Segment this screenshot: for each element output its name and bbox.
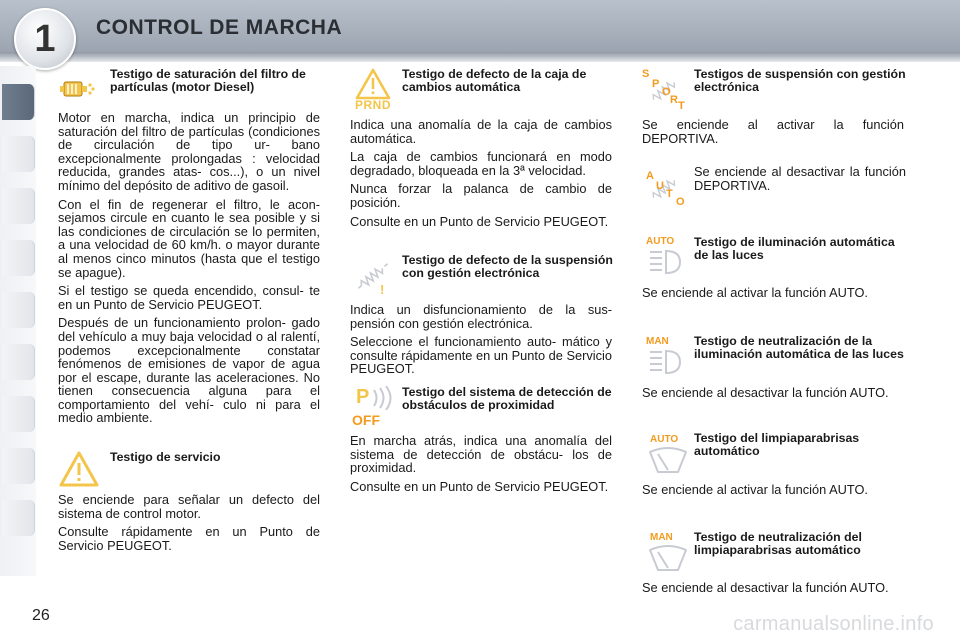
- warning-triangle-icon: [58, 450, 100, 488]
- manual-lights-icon: [646, 336, 688, 376]
- sport-title: Testigos de suspensión con gestión electrónica: [694, 67, 906, 94]
- sport-letter: O: [662, 86, 671, 98]
- auto-wiper-body: [642, 483, 904, 502]
- chapter-tab-5[interactable]: [2, 292, 35, 328]
- chapter-tab-3[interactable]: [2, 188, 35, 224]
- paragraph: La caja de cambios funcionará en modo degradado, bloqueada en la 3ª velocidad.: [350, 149, 612, 178]
- auto-letter: U: [656, 180, 664, 192]
- chapter-tab-4[interactable]: [2, 240, 35, 276]
- paragraph: Seleccione el funcionamiento auto- mático y consulte rápidamente en un Punto de Servicio PEUGEOT.: [350, 334, 612, 377]
- gearbox-fault-icon: [348, 68, 398, 112]
- auto-lights-icon: [646, 236, 688, 276]
- chapter-tab-strip: [0, 66, 36, 576]
- chapter-tab-8[interactable]: [2, 448, 35, 484]
- svg-text:!: !: [380, 282, 385, 297]
- sport-letter: R: [670, 94, 678, 106]
- paragraph: Nunca forzar la palanca de cambio de posición.: [350, 181, 612, 210]
- sport-heading: [694, 68, 908, 94]
- auto-lights-body: [642, 286, 904, 305]
- paragraph: Se enciende al activar la función AUTO.: [642, 285, 868, 300]
- particle-filter-title: Testigo de saturación del filtro de partículas (motor Diesel): [110, 67, 306, 94]
- auto-wiper-label: AUTO: [650, 434, 679, 445]
- sport-body: [642, 118, 904, 150]
- sport-suspension-icon: [640, 66, 690, 112]
- chapter-tab-7[interactable]: [2, 396, 35, 432]
- particle-filter-heading: [110, 68, 324, 94]
- paragraph: Con el fin de regenerar el filtro, le acon- sejamos circule en cuanto le sea posible y si las condiciones de circulación se lo permiten, a una velocidad de 60 km/h. o mayor durante al menos cinco minutos (hasta que el testigo se apague).: [58, 196, 320, 280]
- manual-lights-title: Testigo de neutralización de la iluminación automática de las luces: [694, 334, 904, 361]
- suspension-fault-body: [350, 303, 612, 381]
- suspension-fault-title: Testigo de defecto de la suspensión con gestión electrónica: [402, 253, 613, 280]
- chapter-number: 1: [14, 8, 76, 70]
- gearbox-icon-label: PRND: [354, 98, 391, 112]
- auto-wiper-icon: [646, 434, 690, 474]
- paragraph: Se enciende al activar la función AUTO.: [642, 482, 868, 497]
- auto-letter: O: [676, 196, 685, 208]
- paragraph: En marcha atrás, indica una anomalía del sistema de detección de obstácu- los de proximidad.: [350, 433, 612, 476]
- sport-letter: T: [678, 100, 685, 112]
- service-heading: [110, 451, 324, 464]
- sport-letter: P: [652, 78, 660, 90]
- gearbox-title: Testigo de defecto de la caja de cambios automática: [402, 67, 587, 94]
- paragraph: Consulte en un Punto de Servicio PEUGEOT.: [350, 213, 609, 229]
- parking-icon-top-label: P: [356, 386, 370, 408]
- auto-letter: T: [666, 188, 673, 200]
- manual-wiper-icon: [646, 532, 690, 572]
- particle-filter-icon: [58, 72, 98, 106]
- chapter-tab-9[interactable]: [2, 500, 35, 536]
- auto-lights-label: AUTO: [646, 236, 675, 247]
- paragraph: Consulte en un Punto de Servicio PEUGEOT.: [350, 478, 609, 494]
- manual-wiper-title: Testigo de neutralización del limpiaparabrisas automático: [694, 530, 862, 557]
- service-title: Testigo de servicio: [110, 450, 221, 464]
- paragraph: Motor en marcha, indica un principio de saturación del filtro de partículas (condiciones de circulación de tipo ur- bano excepcionalmente prolongadas : velocidad reducida, grandes atas- cos...), o un nivel mínimo del depósito de aditivo de gasoil.: [58, 110, 320, 193]
- paragraph: Se enciende al desactivar la función AUTO.: [642, 385, 889, 400]
- auto-suspension-icon: [640, 164, 690, 210]
- paragraph: Se enciende al desactivar la función AUTO.: [642, 580, 889, 595]
- gearbox-body: [350, 118, 612, 233]
- auto-suspension-body: [694, 165, 906, 197]
- auto-wiper-title: Testigo del limpiaparabrisas automático: [694, 431, 860, 458]
- manual-lights-label: MAN: [646, 336, 669, 347]
- chapter-tab-1[interactable]: [2, 84, 35, 120]
- paragraph: Se enciende al activar la función DEPORTIVA.: [642, 117, 904, 146]
- manual-wiper-heading: [694, 531, 908, 557]
- parking-body: [350, 434, 612, 498]
- paragraph: Indica un disfuncionamiento de la sus- pensión con gestión electrónica.: [350, 302, 612, 331]
- paragraph: Indica una anomalía de la caja de cambios automática.: [350, 117, 612, 146]
- gearbox-heading: [402, 68, 614, 94]
- particle-filter-body: [58, 111, 320, 430]
- page-title: CONTROL DE MARCHA: [96, 16, 343, 39]
- paragraph: Después de un funcionamiento prolon- gado del vehículo a muy baja velocidad o al ralentí, podemos excepcionalmente constatar fenómenos de emisiones de vapor de agua por el escape, durante las aceleraciones. No tienen consecuencia alguna para el comportamiento del vehí- culo ni para el medio ambiente.: [58, 315, 320, 426]
- paragraph: Si el testigo se queda encendido, consul- te en un Punto de Servicio PEUGEOT.: [58, 283, 320, 312]
- chapter-tab-6[interactable]: [2, 344, 35, 380]
- service-body: [58, 493, 320, 557]
- parking-heading: [402, 386, 614, 412]
- sport-letter: S: [642, 68, 650, 80]
- watermark: carmanualsonline.info: [733, 613, 934, 635]
- paragraph: Se enciende al desactivar la función DEPORTIVA.: [694, 164, 906, 193]
- auto-letter: A: [646, 170, 654, 182]
- header-edge: [0, 52, 960, 62]
- chapter-tab-2[interactable]: [2, 136, 35, 172]
- manual-lights-heading: [694, 335, 908, 361]
- suspension-fault-heading: [402, 254, 614, 280]
- manual-wiper-body: [642, 581, 904, 600]
- parking-sensor-off-icon: [350, 386, 396, 430]
- manual-wiper-label: MAN: [650, 532, 673, 543]
- parking-icon-bottom-label: OFF: [352, 412, 380, 428]
- suspension-fault-icon: [350, 254, 396, 298]
- auto-lights-heading: [694, 236, 906, 262]
- manual-lights-body: [642, 386, 904, 405]
- parking-title: Testigo del sistema de detección de obstáculos de proximidad: [402, 385, 612, 412]
- auto-wiper-heading: [694, 432, 908, 458]
- auto-lights-title: Testigo de iluminación automática de las luces: [694, 235, 895, 262]
- paragraph: Consulte rápidamente en un Punto de Servicio PEUGEOT.: [58, 524, 320, 553]
- paragraph: Se enciende para señalar un defecto del sistema de control motor.: [58, 492, 320, 521]
- page-number: 26: [32, 607, 50, 624]
